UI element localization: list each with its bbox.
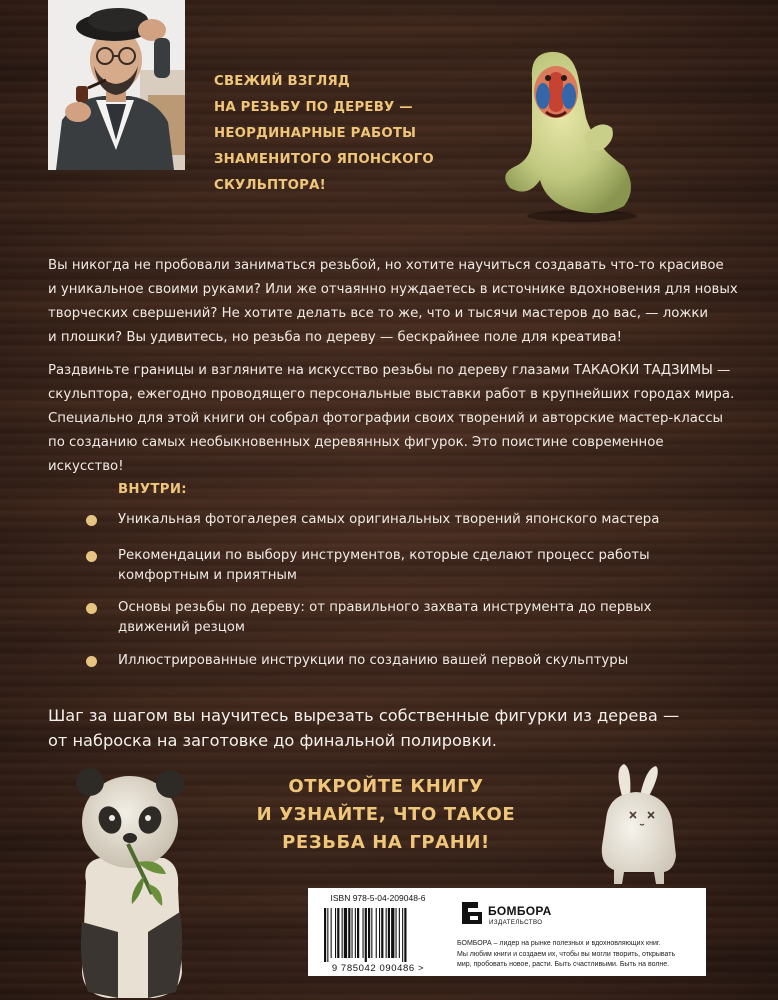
publisher-panel <box>448 888 706 976</box>
list-item-line: движений резцом <box>118 620 245 635</box>
step-by-step-text <box>48 703 738 753</box>
publisher-description <box>457 939 702 971</box>
list-item-line: Основы резьбы по дереву: от правильного захвата инструмента до первых <box>118 600 652 615</box>
list-item-line: Рекомендации по выбору инструментов, которые сделают процесс работы <box>118 548 650 563</box>
rabbit-figurine-image <box>584 760 694 890</box>
publisher-subtitle: ИЗДАТЕЛЬСТВО <box>489 919 543 926</box>
paragraph-line: творческих свершений? Не хотите делать все то же, что и тысячи мастеров до вас, — ложки <box>48 306 708 321</box>
paragraph-line: и плошки? Вы удивитесь, но резьба по дереву — бескрайнее поле для креатива! <box>48 330 622 345</box>
step-text-line: Шаг за шагом вы научитесь вырезать собственные фигурки из дерева — <box>48 706 680 725</box>
barcode-graphic <box>322 908 434 962</box>
publisher-description-line: мир, пробовать новое, расти. Быть счастливыми. Быть на волне. <box>457 961 670 968</box>
panda-figurine-image <box>68 762 193 1000</box>
about-paragraph <box>48 359 738 479</box>
step-text-line: от наброска на заготовке до финальной полировки. <box>48 731 497 750</box>
call-to-action <box>236 773 536 857</box>
headline <box>214 69 484 199</box>
headline-line: СВЕЖИЙ ВЗГЛЯД <box>214 74 350 89</box>
cta-line: И УЗНАЙТЕ, ЧТО ТАКОЕ <box>256 804 516 825</box>
mandrill-figurine-image <box>492 48 642 223</box>
author-portrait-illustration <box>48 0 185 170</box>
bullet-dot-icon <box>86 515 97 526</box>
paragraph-line: Вы никогда не пробовали заниматься резьбой, но хотите научиться создавать что-то красивое <box>48 258 724 273</box>
publisher-description-line: БОМБОРА – лидер на рынке полезных и вдохновляющих книг. <box>457 940 661 947</box>
inside-list <box>86 510 706 671</box>
author-photo <box>48 0 185 170</box>
inside-list-item <box>86 598 706 638</box>
bullet-dot-icon <box>86 551 97 562</box>
paragraph-line: скульптора, ежегодно проводящего персональные выставки работ в крупнейших городах мира. <box>48 387 735 402</box>
paragraph-line: Специально для этой книги он собрал фотографии своих творений и авторские мастер-классы <box>48 411 724 426</box>
paragraph-line: по созданию самых необыкновенных деревянных фигурок. Это поистине современное искусство! <box>48 435 664 474</box>
barcode-panel <box>308 888 448 976</box>
publisher-logo-icon <box>458 898 486 928</box>
inside-list-item <box>86 546 706 586</box>
bullet-dot-icon <box>86 603 97 614</box>
inside-list-item <box>86 510 706 530</box>
headline-line: НЕОРДИНАРНЫЕ РАБОТЫ <box>214 126 417 141</box>
list-item-line: Иллюстрированные инструкции по созданию вашей первой скульптуры <box>118 653 629 668</box>
inside-list-item <box>86 651 706 671</box>
publisher-description-line: Мы любим книги и создаем их, чтобы вы могли творить, открывать <box>457 950 676 958</box>
inside-heading: ВНУТРИ: <box>118 482 187 497</box>
barcode-number: 9 785042 090486 > <box>331 963 425 974</box>
cta-line: РЕЗЬБА НА ГРАНИ! <box>282 832 490 853</box>
paragraph-line: Раздвиньте границы и взгляните на искусство резьбы по дереву глазами ТАКАОКИ ТАДЗИМЫ — <box>48 363 731 378</box>
headline-line: ЗНАМЕНИТОГО ЯПОНСКОГО <box>214 152 434 167</box>
bullet-dot-icon <box>86 656 97 667</box>
publisher-name: БОМБОРА <box>488 904 552 918</box>
list-item-line: Уникальная фотогалерея самых оригинальных творений японского мастера <box>118 512 660 527</box>
headline-line: СКУЛЬПТОРА! <box>214 178 326 193</box>
isbn-label: ISBN 978-5-04-209048-6 <box>330 893 426 903</box>
intro-paragraph <box>48 254 738 350</box>
cta-line: ОТКРОЙТЕ КНИГУ <box>288 776 484 797</box>
paragraph-line: и уникальное своими руками? Или же отчаянно нуждаетесь в источнике вдохновения для новых <box>48 282 738 297</box>
headline-line: НА РЕЗЬБУ ПО ДЕРЕВУ — <box>214 100 413 115</box>
list-item-line: комфортным и приятным <box>118 568 297 583</box>
